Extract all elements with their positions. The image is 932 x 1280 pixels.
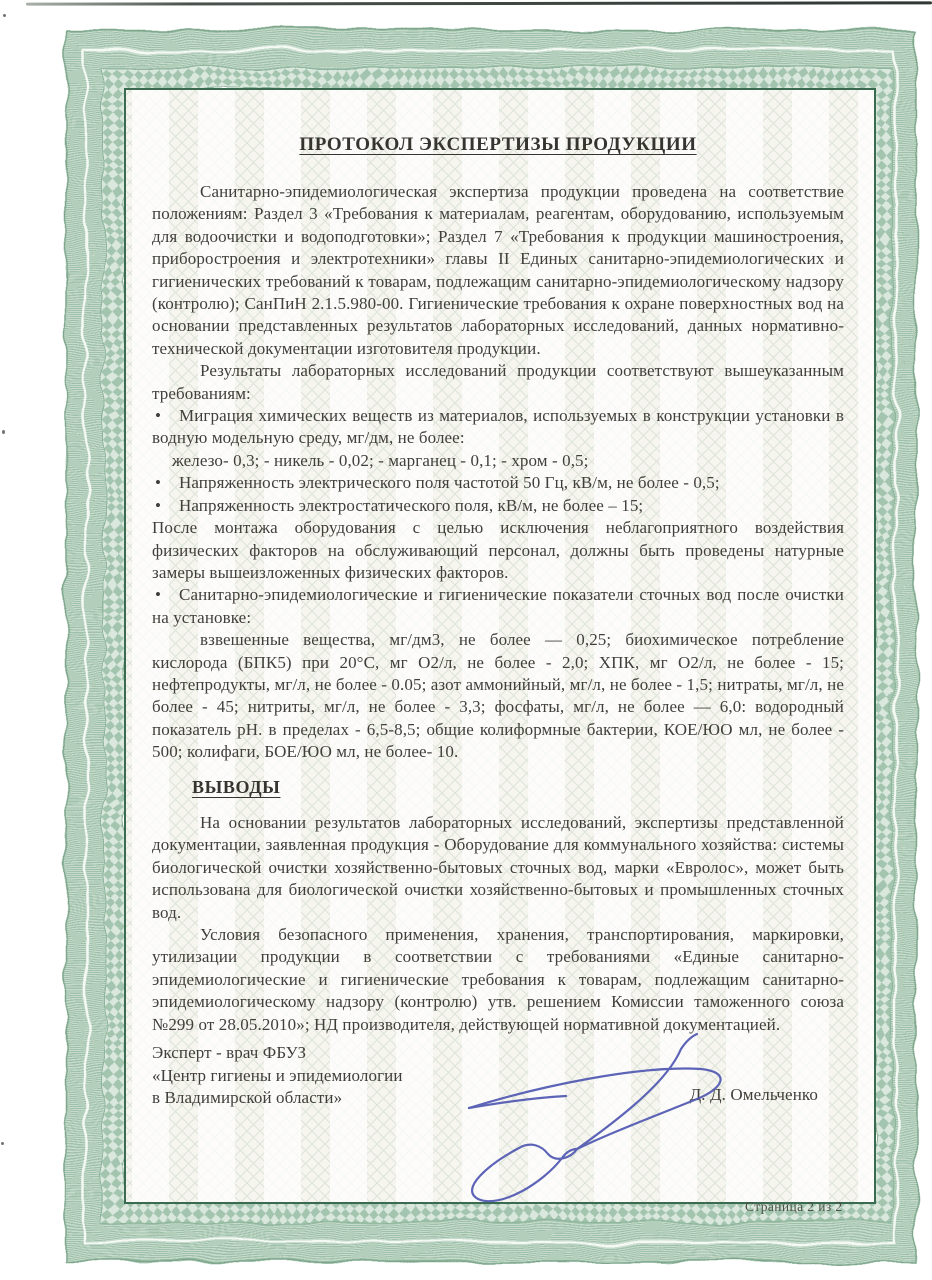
bullet-item [152, 495, 844, 517]
bullet-glyph: • [155, 495, 162, 515]
body-paragraph: Санитарно-эпидемиологическая экспертиза продукции проведена на соответствие положениям: Раздел 3 «Требования к материалам, реагентам, оборудованию, используемым для водоочистки и водоподготовки»; Раздел 7 «Требования к продукции машиностроения, приборостроения и электротехники» главы II Единых санитарно-эпидемиологических и гигиенических требований к товарам, подлежащим санитарно-эпидемиологическому надзору (контролю); СанПиН 2.1.5.980-00. Гигиенические требования к охране поверхностных вод на основании представленных результатов лабораторных исследований, данных нормативно-технической документации изготовителя продукции. [152, 182, 844, 358]
expert-org-line: Эксперт - врач ФБУЗ [152, 1043, 307, 1063]
body-paragraph: взвешенные вещества, мг/дм3, не более — 0,25; биохимическое потребление кислорода (БПК5) при 20°С, мг О2/л, не более - 2,0; ХПК, мг О2/л, не более - 15; нефтепродукты, мг/л, не более - 0.05; азот аммонийный, мг/л, не более - 1,5; нитраты, мг/л, не более - 45; нитриты, мг/л, не более - 3,3; фосфаты, мг/л, не более — 6,0: водородный показатель рН. в пределах - 6,5-8,5; общие колиформные бактерии, КОЕ/ЮО мл, не более - 500; колифаги, БОЕ/ЮО мл, не более- 10. [152, 630, 844, 762]
bullet-glyph: • [155, 406, 162, 426]
bullet-text: Напряженность электростатического поля, кВ/м, не более – 15; [179, 495, 644, 515]
conclusions-paragraph: На основании результатов лабораторных исследований, экспертизы представленной документации, заявленная продукция - Оборудование для коммунального хозяйства: системы биологической очистки хозяйственно-бытовых сточных вод, марки «Евролос», может быть использована для биологической очистки хозяйственно-бытовых и промышленных сточных вод. [152, 812, 844, 922]
scan-speck [2, 430, 5, 434]
bullet-item [152, 584, 844, 629]
body-paragraph: Результаты лабораторных исследований продукции соответствуют вышеуказанным требованиям: [152, 361, 844, 403]
signature-block [152, 1042, 844, 1118]
document-title: ПРОТОКОЛ ЭКСПЕРТИЗЫ ПРОДУКЦИИ [299, 134, 697, 155]
scan-speck [1, 1142, 4, 1145]
expert-org-line: в Владимирской области» [152, 1088, 343, 1108]
bullet-text: Санитарно-эпидемиологические и гигиенические показатели сточных вод после очистки на установке: [152, 585, 844, 627]
page-number: Страница 2 из 2 [745, 1199, 843, 1214]
chem-values-line: железо- 0,3; - никель - 0,02; - марганец - 0,1; - хром - 0,5; [172, 450, 589, 470]
expert-org-line: «Центр гигиены и эпидемиологии [152, 1065, 403, 1085]
bullet-item [152, 405, 844, 450]
expert-name: Д. Д. Омельченко [689, 1085, 818, 1105]
conclusions-paragraph: Условия безопасного применения, хранения, транспортирования, маркировки, утилизации продукции в соответствии с требованиями «Единые санитарно-эпидемиологические и гигиенические требования к товарам, подлежащим санитарно-эпидемиологическому надзору (контролю) утв. решением Комиссии таможенного союза №299 от 28.05.2010»; НД производителя, действующей нормативной документацией. [152, 925, 844, 1034]
document-body [152, 181, 844, 1118]
body-paragraph: После монтажа оборудования с целью исключения неблагоприятного воздействия физических факторов на обслуживающий персонал, должны быть проведены натурные замеры вышеизложенных физических факторов. [152, 518, 844, 582]
bullet-glyph: • [155, 473, 162, 493]
bullet-item [152, 472, 844, 494]
conclusions-heading: ВЫВОДЫ [192, 776, 281, 797]
scan-speck [3, 14, 6, 17]
bullet-glyph: • [155, 585, 162, 605]
bullet-text: Напряженность электрического поля частотой 50 Гц, кВ/м, не более - 0,5; [179, 473, 720, 493]
bullet-text: Миграция химических веществ из материалов, используемых в конструкции установки в водную модельную среду, мг/дм, не более: [152, 406, 844, 448]
